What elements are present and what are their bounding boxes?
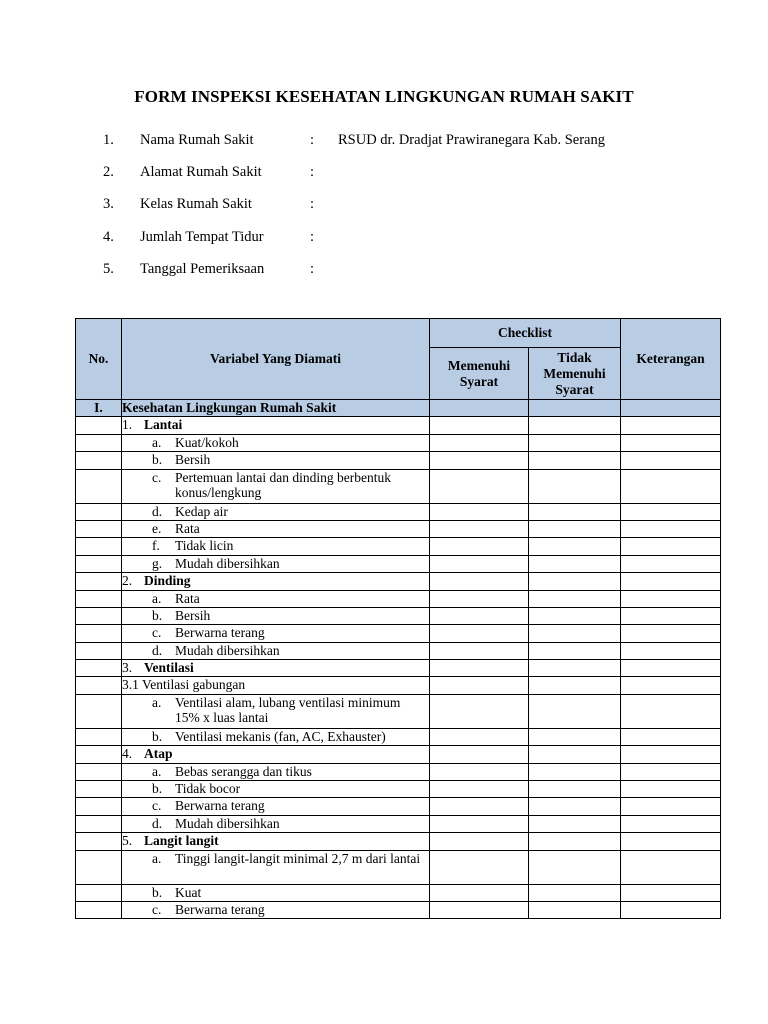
check-memenuhi-cell[interactable]	[430, 901, 529, 918]
check-memenuhi-cell[interactable]	[430, 677, 529, 694]
table-row	[76, 677, 721, 694]
group-label: Lantai	[144, 417, 183, 433]
item-cell	[122, 728, 430, 745]
item-cell	[122, 590, 430, 607]
check-tidak-memenuhi-cell[interactable]	[529, 833, 621, 850]
group-label: Ventilasi	[144, 660, 194, 676]
group-row	[76, 746, 721, 763]
no-cell	[76, 694, 122, 728]
table-row	[76, 781, 721, 798]
check-memenuhi-cell[interactable]	[430, 590, 529, 607]
table-row	[76, 728, 721, 745]
group-heading	[122, 573, 430, 590]
check-tidak-memenuhi-cell[interactable]	[529, 452, 621, 469]
table-row	[76, 901, 721, 918]
keterangan-cell[interactable]	[621, 677, 721, 694]
no-cell	[76, 469, 122, 503]
item-text: Kuat/kokoh	[175, 434, 239, 450]
keterangan-cell[interactable]	[621, 434, 721, 451]
check-tidak-memenuhi-cell[interactable]	[529, 434, 621, 451]
keterangan-cell[interactable]	[621, 833, 721, 850]
keterangan-cell[interactable]	[621, 417, 721, 434]
keterangan-cell[interactable]	[621, 452, 721, 469]
info-number: 2.	[103, 164, 114, 180]
table-row	[76, 555, 721, 572]
item-cell	[122, 815, 430, 832]
check-tidak-memenuhi-cell[interactable]	[529, 798, 621, 815]
info-value: RSUD dr. Dradjat Prawiranegara Kab. Serang	[338, 132, 605, 148]
item-text: Berwarna terang	[175, 798, 265, 814]
keterangan-cell[interactable]	[621, 850, 721, 884]
keterangan-cell[interactable]	[621, 555, 721, 572]
check-memenuhi-cell[interactable]	[430, 555, 529, 572]
item-cell	[122, 538, 430, 555]
no-cell	[76, 503, 122, 520]
item-text: Kuat	[175, 884, 202, 900]
keterangan-cell[interactable]	[621, 746, 721, 763]
check-tidak-memenuhi-cell[interactable]	[529, 850, 621, 884]
check-memenuhi-cell[interactable]	[430, 538, 529, 555]
item-text: Pertemuan lantai dan dinding berbentuk konus/lengkung	[175, 469, 391, 501]
check-tidak-memenuhi-cell[interactable]	[529, 538, 621, 555]
item-letter: c.	[152, 469, 162, 485]
group-number: 4.	[122, 746, 133, 762]
no-cell	[76, 763, 122, 780]
check-tidak-memenuhi-cell[interactable]	[529, 625, 621, 642]
item-text: Bersih	[175, 607, 211, 623]
no-cell	[76, 607, 122, 624]
check-memenuhi-cell[interactable]	[430, 469, 529, 503]
header-tidak-memenuhi: Tidak Memenuhi Syarat	[529, 348, 621, 400]
table-row	[76, 815, 721, 832]
item-cell	[122, 503, 430, 520]
check-tidak-memenuhi-cell[interactable]	[529, 573, 621, 590]
check-memenuhi-cell[interactable]	[430, 607, 529, 624]
table-row	[76, 520, 721, 537]
table-row	[76, 607, 721, 624]
keterangan-cell[interactable]	[621, 590, 721, 607]
check-tidak-memenuhi-cell[interactable]	[529, 746, 621, 763]
check-tidak-memenuhi-cell[interactable]	[529, 884, 621, 901]
no-cell	[76, 901, 122, 918]
check-tidak-memenuhi-cell[interactable]	[529, 694, 621, 728]
form-title: FORM INSPEKSI KESEHATAN LINGKUNGAN RUMAH SAKIT	[134, 87, 634, 106]
info-colon: :	[310, 261, 315, 277]
item-letter: d.	[152, 642, 163, 658]
table-row	[76, 642, 721, 659]
item-cell	[122, 781, 430, 798]
section-row	[76, 400, 721, 417]
item-letter: f.	[152, 538, 160, 554]
table-row	[76, 538, 721, 555]
group-heading	[122, 660, 430, 677]
check-tidak-memenuhi-cell[interactable]	[529, 660, 621, 677]
group-label: Dinding	[144, 573, 191, 589]
no-cell	[76, 850, 122, 884]
item-cell	[122, 694, 430, 728]
no-cell	[76, 452, 122, 469]
no-cell	[76, 590, 122, 607]
check-tidak-memenuhi-cell[interactable]	[529, 607, 621, 624]
item-text: Tidak bocor	[175, 781, 241, 797]
keterangan-cell[interactable]	[621, 469, 721, 503]
item-text: Ventilasi mekanis (fan, AC, Exhauster)	[175, 728, 386, 744]
check-memenuhi-cell[interactable]	[430, 434, 529, 451]
check-tidak-memenuhi-cell[interactable]	[529, 781, 621, 798]
header-no: No.	[76, 319, 122, 400]
hospital-info	[0, 0, 768, 300]
check-memenuhi-cell[interactable]	[430, 781, 529, 798]
item-letter: a.	[152, 694, 162, 710]
no-cell	[76, 833, 122, 850]
check-memenuhi-cell[interactable]	[430, 452, 529, 469]
info-colon: :	[310, 229, 315, 245]
info-row-nama	[0, 132, 768, 152]
table-row	[76, 694, 721, 728]
info-number: 5.	[103, 261, 114, 277]
item-letter: a.	[152, 763, 162, 779]
group-number: 1.	[122, 417, 133, 433]
info-label: Nama Rumah Sakit	[140, 132, 254, 148]
table-body	[76, 400, 721, 919]
check-memenuhi-cell[interactable]	[430, 400, 529, 417]
check-tidak-memenuhi-cell[interactable]	[529, 520, 621, 537]
item-cell	[122, 642, 430, 659]
info-label: Jumlah Tempat Tidur	[140, 229, 264, 245]
check-memenuhi-cell[interactable]	[430, 660, 529, 677]
info-row-kelas	[0, 196, 768, 216]
check-tidak-memenuhi-cell[interactable]	[529, 590, 621, 607]
item-letter: c.	[152, 798, 162, 814]
item-text: Rata	[175, 590, 200, 606]
group-number: 3.	[122, 660, 133, 676]
item-cell	[122, 469, 430, 503]
no-cell	[76, 781, 122, 798]
no-cell	[76, 884, 122, 901]
item-text: Tidak licin	[175, 538, 234, 554]
info-label: Alamat Rumah Sakit	[140, 164, 262, 180]
item-letter: e.	[152, 520, 162, 536]
group-row	[76, 417, 721, 434]
check-memenuhi-cell[interactable]	[430, 746, 529, 763]
item-cell	[122, 763, 430, 780]
info-colon: :	[310, 132, 315, 148]
header-variabel: Variabel Yang Diamati	[122, 319, 430, 400]
no-cell	[76, 728, 122, 745]
item-text: Bebas serangga dan tikus	[175, 763, 312, 779]
group-heading	[122, 417, 430, 434]
item-cell	[122, 884, 430, 901]
table-row	[76, 763, 721, 780]
check-tidak-memenuhi-cell[interactable]	[529, 417, 621, 434]
item-text: Bersih	[175, 452, 211, 468]
keterangan-cell[interactable]	[621, 642, 721, 659]
item-letter: d.	[152, 503, 163, 519]
group-row	[76, 660, 721, 677]
item-letter: c.	[152, 901, 162, 917]
check-memenuhi-cell[interactable]	[430, 850, 529, 884]
keterangan-cell[interactable]	[621, 781, 721, 798]
check-memenuhi-cell[interactable]	[430, 815, 529, 832]
check-tidak-memenuhi-cell[interactable]	[529, 642, 621, 659]
item-text: Berwarna terang	[175, 625, 265, 641]
keterangan-cell[interactable]	[621, 400, 721, 417]
group-heading	[122, 746, 430, 763]
keterangan-cell[interactable]	[621, 607, 721, 624]
header-keterangan: Keterangan	[621, 319, 721, 400]
item-letter: b.	[152, 728, 163, 744]
table-row	[76, 452, 721, 469]
table-row	[76, 434, 721, 451]
section-number: I.	[76, 400, 122, 417]
check-memenuhi-cell[interactable]	[430, 503, 529, 520]
item-cell	[122, 625, 430, 642]
keterangan-cell[interactable]	[621, 815, 721, 832]
info-row-tanggal	[0, 261, 768, 281]
check-memenuhi-cell[interactable]	[430, 694, 529, 728]
check-memenuhi-cell[interactable]	[430, 798, 529, 815]
info-row-tempat-tidur	[0, 229, 768, 249]
check-tidak-memenuhi-cell[interactable]	[529, 901, 621, 918]
inspection-table	[75, 318, 721, 919]
keterangan-cell[interactable]	[621, 763, 721, 780]
check-memenuhi-cell[interactable]	[430, 833, 529, 850]
keterangan-cell[interactable]	[621, 798, 721, 815]
group-number: 2.	[122, 573, 133, 589]
item-letter: a.	[152, 590, 162, 606]
info-colon: :	[310, 196, 315, 212]
info-number: 4.	[103, 229, 114, 245]
check-memenuhi-cell[interactable]	[430, 642, 529, 659]
check-memenuhi-cell[interactable]	[430, 417, 529, 434]
group-number: 5.	[122, 833, 133, 849]
no-cell	[76, 417, 122, 434]
no-cell	[76, 520, 122, 537]
check-tidak-memenuhi-cell[interactable]	[529, 763, 621, 780]
table-row	[76, 590, 721, 607]
check-tidak-memenuhi-cell[interactable]	[529, 677, 621, 694]
group-row	[76, 573, 721, 590]
table-row	[76, 884, 721, 901]
item-letter: g.	[152, 555, 163, 571]
keterangan-cell[interactable]	[621, 538, 721, 555]
keterangan-cell[interactable]	[621, 520, 721, 537]
item-letter: c.	[152, 625, 162, 641]
item-cell	[122, 520, 430, 537]
no-cell	[76, 434, 122, 451]
item-cell	[122, 452, 430, 469]
group-label: Langit langit	[144, 833, 219, 849]
no-cell	[76, 555, 122, 572]
check-memenuhi-cell[interactable]	[430, 573, 529, 590]
item-cell	[122, 555, 430, 572]
check-memenuhi-cell[interactable]	[430, 625, 529, 642]
item-cell	[122, 607, 430, 624]
keterangan-cell[interactable]	[621, 503, 721, 520]
item-cell	[122, 434, 430, 451]
item-text: Mudah dibersihkan	[175, 815, 280, 831]
item-letter: b.	[152, 607, 163, 623]
no-cell	[76, 815, 122, 832]
item-letter: a.	[152, 434, 162, 450]
check-tidak-memenuhi-cell[interactable]	[529, 400, 621, 417]
no-cell	[76, 538, 122, 555]
item-text: Rata	[175, 520, 200, 536]
header-checklist: Checklist	[430, 319, 621, 348]
item-cell	[122, 901, 430, 918]
item-cell	[122, 850, 430, 884]
table-row	[76, 469, 721, 503]
group-label: Atap	[144, 746, 173, 762]
no-cell	[76, 625, 122, 642]
table-row	[76, 625, 721, 642]
item-text: Berwarna terang	[175, 901, 265, 917]
item-letter: b.	[152, 781, 163, 797]
keterangan-cell[interactable]	[621, 884, 721, 901]
no-cell	[76, 660, 122, 677]
info-number: 1.	[103, 132, 114, 148]
check-tidak-memenuhi-cell[interactable]	[529, 815, 621, 832]
item-text: Mudah dibersihkan	[175, 555, 280, 571]
item-text: 3.1 Ventilasi gabungan	[122, 677, 430, 694]
check-memenuhi-cell[interactable]	[430, 520, 529, 537]
no-cell	[76, 642, 122, 659]
check-memenuhi-cell[interactable]	[430, 763, 529, 780]
info-label: Tanggal Pemeriksaan	[140, 261, 265, 277]
item-cell	[122, 798, 430, 815]
info-label: Kelas Rumah Sakit	[140, 196, 252, 212]
item-letter: a.	[152, 850, 162, 866]
item-text: Ventilasi alam, lubang ventilasi minimum 15% x luas lantai	[175, 694, 401, 726]
keterangan-cell[interactable]	[621, 728, 721, 745]
info-row-alamat	[0, 164, 768, 184]
item-text: Tinggi langit-langit minimal 2,7 m dari lantai	[175, 850, 421, 866]
check-memenuhi-cell[interactable]	[430, 728, 529, 745]
no-cell	[76, 746, 122, 763]
item-letter: d.	[152, 815, 163, 831]
table-row	[76, 798, 721, 815]
section-title: Kesehatan Lingkungan Rumah Sakit	[122, 400, 430, 417]
table-row	[76, 850, 721, 884]
group-row	[76, 833, 721, 850]
info-colon: :	[310, 164, 315, 180]
check-tidak-memenuhi-cell[interactable]	[529, 728, 621, 745]
no-cell	[76, 677, 122, 694]
item-letter: b.	[152, 884, 163, 900]
check-tidak-memenuhi-cell[interactable]	[529, 555, 621, 572]
check-tidak-memenuhi-cell[interactable]	[529, 469, 621, 503]
info-number: 3.	[103, 196, 114, 212]
keterangan-cell[interactable]	[621, 901, 721, 918]
item-text: Kedap air	[175, 503, 228, 519]
header-memenuhi: Memenuhi Syarat	[430, 348, 529, 400]
check-memenuhi-cell[interactable]	[430, 884, 529, 901]
check-tidak-memenuhi-cell[interactable]	[529, 503, 621, 520]
keterangan-cell[interactable]	[621, 573, 721, 590]
no-cell	[76, 573, 122, 590]
keterangan-cell[interactable]	[621, 660, 721, 677]
item-text: Mudah dibersihkan	[175, 642, 280, 658]
no-cell	[76, 798, 122, 815]
keterangan-cell[interactable]	[621, 694, 721, 728]
keterangan-cell[interactable]	[621, 625, 721, 642]
table-row	[76, 503, 721, 520]
group-heading	[122, 833, 430, 850]
item-letter: b.	[152, 452, 163, 468]
